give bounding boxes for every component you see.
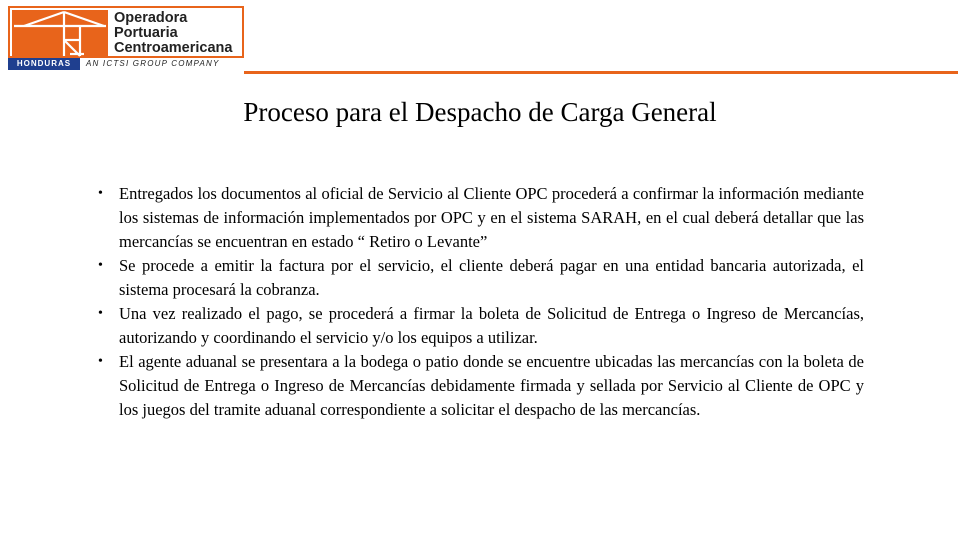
list-item xyxy=(98,254,864,302)
list-item xyxy=(98,350,864,422)
logo-frame xyxy=(8,6,244,58)
logo-name-line: Centroamericana xyxy=(114,40,233,56)
list-item-text: Se procede a emitir la factura por el servicio, el cliente deberá pagar en una entidad bancaria autorizada, el sistema procesará la cobranza. xyxy=(119,256,864,299)
list-item xyxy=(98,182,864,254)
list-item-text: Entregados los documentos al oficial de Servicio al Cliente OPC procederá a confirmar la información mediante los sistemas de información implementados por OPC y en el sistema SARAH, en el cual deberá detallar que las mercancías se encuentran en estado “ Retiro o Levante” xyxy=(119,184,864,251)
slide-title-text: Proceso para el Despacho de Carga General xyxy=(243,97,717,127)
bullet-marker: • xyxy=(98,354,103,369)
bullet-list xyxy=(98,182,864,422)
slide-title xyxy=(0,96,960,128)
logo-tagline: AN ICTSI GROUP COMPANY xyxy=(86,59,220,68)
logo-company-name xyxy=(114,11,232,56)
bullet-marker: • xyxy=(98,258,103,273)
company-logo xyxy=(8,6,244,70)
logo-name-line: Operadora xyxy=(114,10,188,26)
logo-name-line: Portuaria xyxy=(114,25,178,41)
list-item-text: Una vez realizado el pago, se procederá a firmar la boleta de Solicitud de Entrega o Ingreso de Mercancías, autorizando y coordinando el servicio y/o los equipos a utilizar. xyxy=(119,304,864,347)
header-divider xyxy=(244,71,958,74)
bullet-marker: • xyxy=(98,306,103,321)
list-item xyxy=(98,302,864,350)
list-item-text: El agente aduanal se presentara a la bodega o patio donde se encuentre ubicadas las mercancías con la boleta de Solicitud de Entrega o Ingreso de Mercancías debidamente firmada y sellada por Servicio al Cliente de OPC y los juegos del tramite aduanal correspondiente a solicitar el despacho de las mercancías. xyxy=(119,352,864,419)
logo-country-badge: HONDURAS xyxy=(8,58,80,70)
crane-icon xyxy=(12,10,108,58)
bullet-marker: • xyxy=(98,186,103,201)
